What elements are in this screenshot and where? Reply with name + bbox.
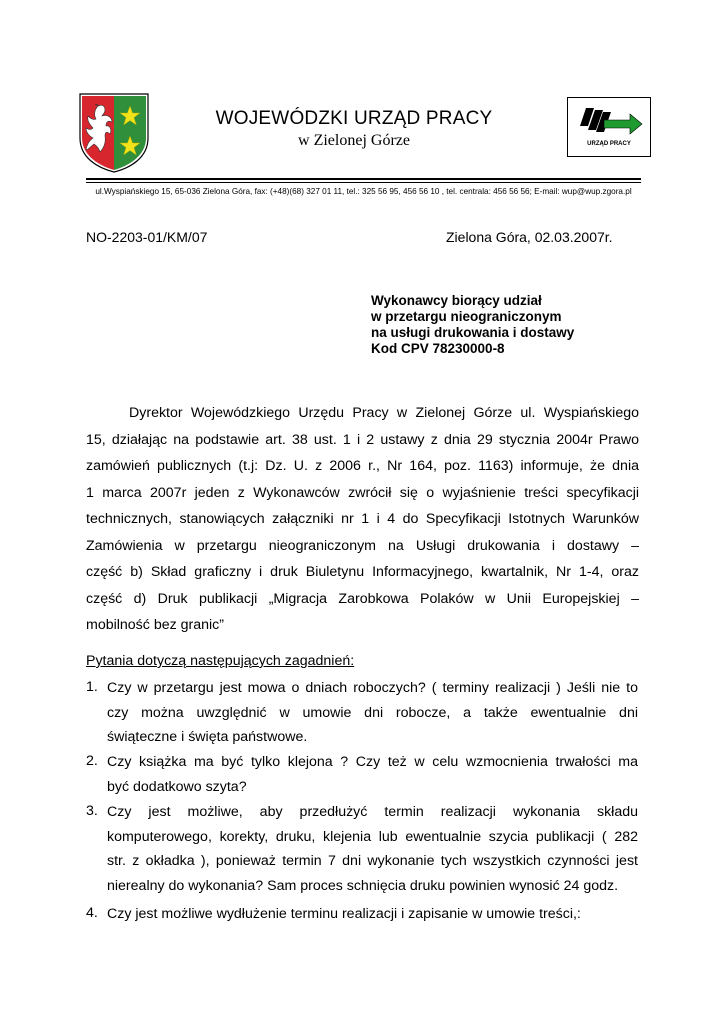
body-line: 15, działając na podstawie art. 38 ust. 1 i 2 ustawy z dnia 29 stycznia 2004r Prawo bbox=[86, 431, 639, 448]
body-line: 1 marca 2007r jeden z Wykonawców zwrócił się o wyjaśnienie treści specyfikacji bbox=[86, 484, 639, 501]
body-line: technicznych, stanowiących załączniki nr 1 i 4 do Specyfikacji Istotnych Warunków bbox=[86, 511, 639, 527]
body-line: część d) Druk publikacji „Migracja Zarobkowa Polaków w Unii Europejskiej – bbox=[86, 590, 639, 607]
question-line: Czy książka ma być tylko klejona ? Czy też w celu wzmocnienia trwałości ma bbox=[107, 754, 638, 770]
question-number: 1. bbox=[86, 679, 98, 695]
institution-title: WOJEWÓDZKI URZĄD PRACY bbox=[215, 108, 493, 129]
place-and-date: Zielona Góra, 02.03.2007r. bbox=[446, 229, 613, 245]
arrow-logo-icon bbox=[568, 100, 652, 146]
recipient-line: Wykonawcy biorący udział bbox=[371, 293, 542, 308]
question-text bbox=[107, 750, 638, 799]
recipient-block bbox=[371, 293, 651, 357]
office-logo bbox=[567, 97, 651, 157]
question-line: Czy jest możliwe wydłużenie terminu realizacji i zapisanie w umowie treści,: bbox=[107, 906, 581, 922]
body-line: mobilność bez granic” bbox=[86, 617, 224, 633]
question-text bbox=[107, 902, 638, 927]
document-number: NO-2203-01/KM/07 bbox=[86, 229, 208, 245]
body-line: część b) Skład graficzny i druk Biuletynu Informacyjnego, kwartalnik, Nr 1-4, oraz bbox=[86, 564, 639, 580]
question-line: nierealny do wykonania? Sam proces schnięcia druku powinien wynosić 24 godz. bbox=[107, 877, 619, 894]
recipient-line: na usługi drukowania i dostawy bbox=[371, 325, 575, 340]
logo-text: URZĄD PRACY bbox=[587, 141, 631, 147]
question-line: być dodatkowo szyta? bbox=[107, 778, 247, 795]
recipient-line: Kod CPV 78230000-8 bbox=[371, 341, 505, 356]
header-divider-thin bbox=[86, 182, 641, 183]
question-number: 4. bbox=[86, 905, 98, 921]
institution-subtitle: w Zielonej Górze bbox=[298, 132, 410, 149]
questions-heading: Pytania dotyczą następujących zagadnień: bbox=[86, 653, 355, 669]
body-line: Zamówienia w przetargu nieograniczonym na Usługi drukowania i dostawy – bbox=[86, 537, 639, 554]
contact-address: ul.Wyspiańskiego 15, 65-036 Zielona Góra, fax: (+48)(68) 327 01 11, tel.: 325 56 95, 456 56 10 , tel. centrala: 456 56 56; E-mail: wup@wup.zgora.pl bbox=[95, 187, 632, 196]
body-paragraph bbox=[86, 400, 639, 639]
recipient-line: w przetargu nieograniczonym bbox=[371, 309, 562, 324]
question-number: 2. bbox=[86, 753, 98, 769]
body-line: Dyrektor Wojewódzkiego Urzędu Pracy w Zielonej Górze ul. Wyspiańskiego bbox=[129, 405, 639, 421]
coat-of-arms-emblem bbox=[78, 92, 150, 174]
question-line: Czy w przetargu jest mowa o dniach roboczych? ( terminy realizacji ) Jeśli nie to bbox=[107, 680, 638, 696]
question-line: czy można uwzględnić w umowie dni robocze, a także ewentualnie dni bbox=[107, 704, 638, 721]
header-divider bbox=[86, 178, 641, 180]
question-line: komputerowego, korekty, druku, klejenia lub ewentualnie szycia publikacji ( 282 bbox=[107, 828, 638, 845]
question-line: str. z okładka ), ponieważ termin 7 dni wykonanie tych wszystkich czynności jest bbox=[107, 853, 638, 869]
question-text bbox=[107, 676, 638, 750]
question-number: 3. bbox=[86, 803, 98, 819]
question-line: Czy jest możliwe, aby przedłużyć termin realizacji wykonania składu bbox=[107, 804, 638, 820]
question-text bbox=[107, 800, 638, 898]
question-line: świąteczne i święta państwowe. bbox=[107, 729, 308, 745]
body-line: zamówień publicznych (t.j: Dz. U. z 2006 r., Nr 164, poz. 1163) informuje, że dnia bbox=[86, 458, 639, 474]
